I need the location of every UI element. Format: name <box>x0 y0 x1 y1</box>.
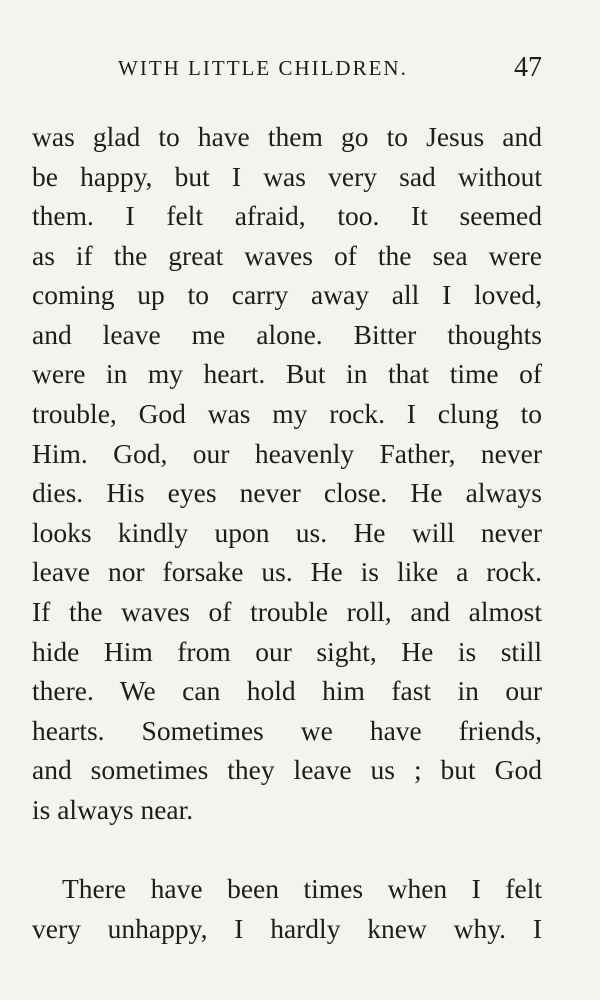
text-line: very unhappy, I hardly knew why. I <box>32 913 542 944</box>
text-line: dies. His eyes never close. He always <box>32 477 542 508</box>
text-line: and leave me alone. Bitter thoughts <box>32 319 542 350</box>
running-head <box>118 52 546 88</box>
text-line: was glad to have them go to Jesus and <box>32 121 542 152</box>
text-line: hearts. Sometimes we have friends, <box>32 715 542 746</box>
running-title: WITH LITTLE CHILDREN. <box>118 56 408 80</box>
text-line: hide Him from our sight, He is still <box>32 636 542 667</box>
text-line: is always near. <box>32 794 194 825</box>
text-line: were in my heart. But in that time of <box>32 358 542 389</box>
text-line: coming up to carry away all I loved, <box>32 279 542 310</box>
text-line: trouble, God was my rock. I clung to <box>32 398 542 429</box>
text-line: be happy, but I was very sad without <box>32 161 542 192</box>
text-line: If the waves of trouble roll, and almost <box>32 596 542 627</box>
text-line: There have been times when I felt <box>62 873 542 904</box>
page-number: 47 <box>514 52 542 83</box>
text-line: there. We can hold him fast in our <box>32 675 542 706</box>
text-line: and sometimes they leave us ; but God <box>32 754 542 785</box>
text-line: leave nor forsake us. He is like a rock. <box>32 556 542 587</box>
text-line: them. I felt afraid, too. It seemed <box>32 200 542 231</box>
text-line: looks kindly upon us. He will never <box>32 517 542 548</box>
text-line: as if the great waves of the sea were <box>32 240 542 271</box>
text-line: Him. God, our heavenly Father, never <box>32 438 542 469</box>
